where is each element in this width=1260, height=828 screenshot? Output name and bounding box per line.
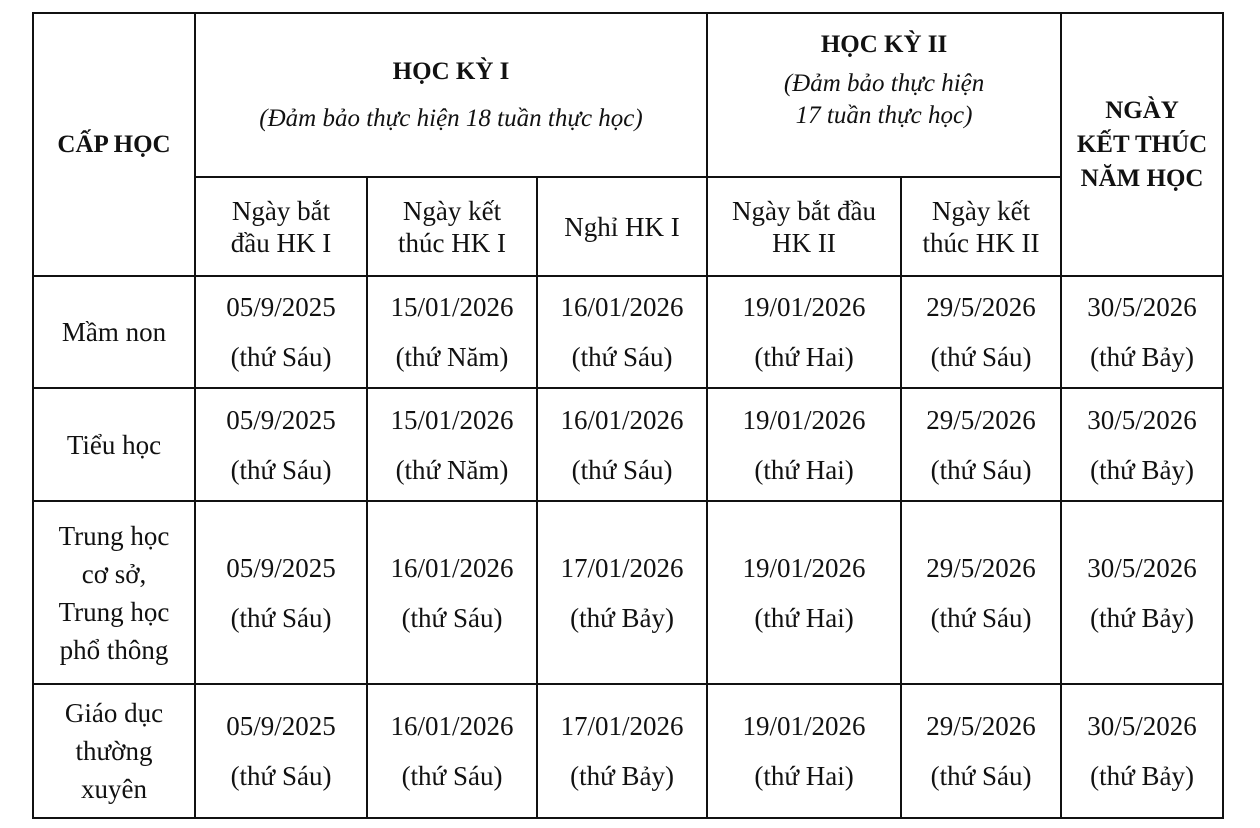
subheader-hk1-break: Nghỉ HK I — [537, 177, 707, 276]
date-cell: 17/01/2026 (thứ Bảy) — [537, 501, 707, 684]
level-cell: Tiểu học — [33, 388, 195, 501]
subheader-hk1-end: Ngày kết thúc HK I — [367, 177, 537, 276]
date-cell: 16/01/2026 (thứ Sáu) — [537, 276, 707, 388]
date-cell: 19/01/2026 (thứ Hai) — [707, 276, 901, 388]
table-row — [33, 276, 1223, 388]
table-row — [33, 388, 1223, 501]
date-cell: 30/5/2026 (thứ Bảy) — [1061, 276, 1223, 388]
date-cell: 29/5/2026 (thứ Sáu) — [901, 501, 1061, 684]
date-cell: 29/5/2026 (thứ Sáu) — [901, 684, 1061, 818]
subheader-hk1-start: Ngày bắt đầu HK I — [195, 177, 367, 276]
date-cell: 30/5/2026 (thứ Bảy) — [1061, 684, 1223, 818]
date-cell: 29/5/2026 (thứ Sáu) — [901, 388, 1061, 501]
date-cell: 05/9/2025 (thứ Sáu) — [195, 388, 367, 501]
date-cell: 30/5/2026 (thứ Bảy) — [1061, 501, 1223, 684]
date-cell: 29/5/2026 (thứ Sáu) — [901, 276, 1061, 388]
date-cell: 19/01/2026 (thứ Hai) — [707, 684, 901, 818]
level-cell: Trung học cơ sở, Trung học phổ thông — [33, 501, 195, 684]
date-cell: 15/01/2026 (thứ Năm) — [367, 276, 537, 388]
date-cell: 19/01/2026 (thứ Hai) — [707, 501, 901, 684]
table-row — [33, 684, 1223, 818]
header-semester-1: HỌC KỲ I (Đảm bảo thực hiện 18 tuần thực học) — [195, 13, 707, 177]
header-end-of-year: NGÀY KẾT THÚC NĂM HỌC — [1061, 13, 1223, 276]
date-cell: 30/5/2026 (thứ Bảy) — [1061, 388, 1223, 501]
header-semester-2: HỌC KỲ II (Đảm bảo thực hiện 17 tuần thực học) — [707, 13, 1061, 177]
date-cell: 16/01/2026 (thứ Sáu) — [367, 501, 537, 684]
date-cell: 05/9/2025 (thứ Sáu) — [195, 276, 367, 388]
date-cell: 16/01/2026 (thứ Sáu) — [537, 388, 707, 501]
subheader-hk2-end: Ngày kết thúc HK II — [901, 177, 1061, 276]
subheader-row — [33, 177, 1223, 276]
date-cell: 05/9/2025 (thứ Sáu) — [195, 501, 367, 684]
level-cell: Mầm non — [33, 276, 195, 388]
subheader-hk2-start: Ngày bắt đầu HK II — [707, 177, 901, 276]
date-cell: 16/01/2026 (thứ Sáu) — [367, 684, 537, 818]
date-cell: 19/01/2026 (thứ Hai) — [707, 388, 901, 501]
date-cell: 17/01/2026 (thứ Bảy) — [537, 684, 707, 818]
school-year-schedule-table — [32, 12, 1224, 819]
date-cell: 05/9/2025 (thứ Sáu) — [195, 684, 367, 818]
table-row — [33, 501, 1223, 684]
header-level: CẤP HỌC — [33, 13, 195, 276]
level-cell: Giáo dục thường xuyên — [33, 684, 195, 818]
date-cell: 15/01/2026 (thứ Năm) — [367, 388, 537, 501]
